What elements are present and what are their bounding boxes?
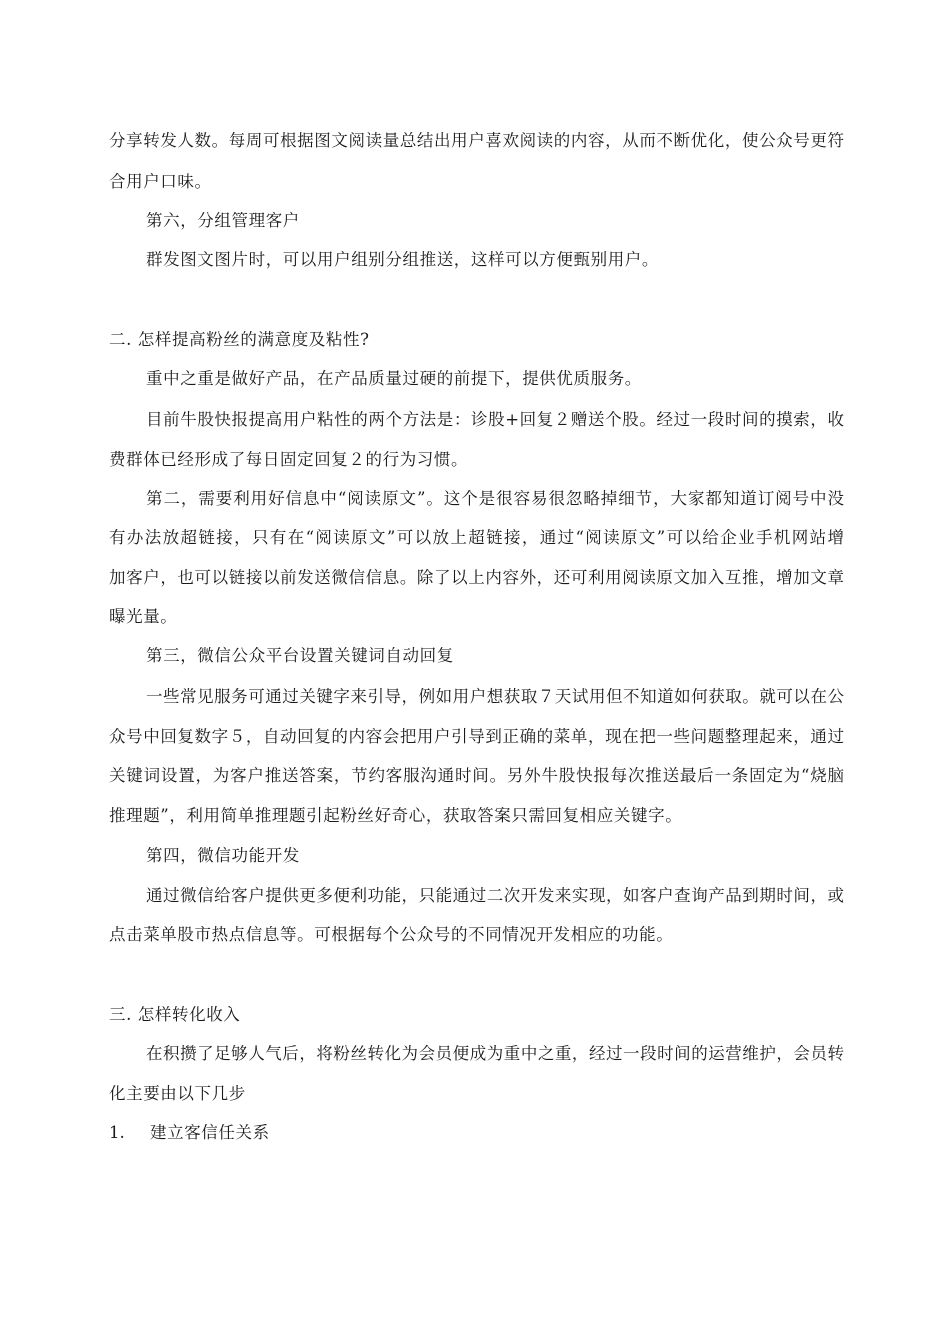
paragraph-line: 推理题”，利用简单推理题引起粉丝好奇心，获取答案只需回复相应关键字。 — [109, 806, 683, 825]
subheading: 第四，微信功能开发 — [146, 846, 300, 865]
paragraph-line: 点击菜单股市热点信息等。可根据每个公众号的不同情况开发相应的功能。 — [109, 925, 674, 944]
list-item-text: 建立客信任关系 — [150, 1123, 270, 1142]
paragraph-line: 分享转发人数。每周可根据图文阅读量总结出用户喜欢阅读的内容，从而不断优化，使公众号更符 — [109, 131, 844, 150]
paragraph-line: 合用户口味。 — [109, 172, 212, 191]
paragraph-line: 通过微信给客户提供更多便利功能，只能通过二次开发来实现，如客户查询产品到期时间，或 — [146, 886, 844, 905]
paragraph-line: 化主要由以下几步 — [109, 1084, 246, 1103]
section-heading-2: 二. 怎样提高粉丝的满意度及粘性? — [109, 330, 370, 349]
paragraph-line: 目前牛股快报提高用户粘性的两个方法是：诊股+回复２赠送个股。经过一段时间的摸索，收 — [146, 410, 844, 429]
paragraph-line: 第二，需要利用好信息中“阅读原文”。这个是很容易很忽略掉细节，大家都知道订阅号中没 — [146, 489, 844, 508]
paragraph-line: 费群体已经形成了每日固定回复２的行为习惯。 — [109, 450, 469, 469]
paragraph-line: 加客户，也可以链接以前发送微信信息。除了以上内容外，还可利用阅读原文加入互推，增加文章 — [109, 568, 844, 587]
subheading: 第六，分组管理客户 — [146, 211, 300, 230]
paragraph-line: 有办法放超链接，只有在“阅读原文”可以放上超链接，通过“阅读原文”可以给企业手机网站增 — [109, 528, 844, 547]
paragraph-line: 重中之重是做好产品，在产品质量过硬的前提下，提供优质服务。 — [146, 369, 642, 388]
paragraph-line: 曝光量。 — [109, 607, 178, 626]
subheading: 第三，微信公众平台设置关键词自动回复 — [146, 646, 454, 665]
paragraph-line: 群发图文图片时，可以用户组别分组推送，这样可以方便甄别用户。 — [146, 250, 659, 269]
paragraph-line: 众号中回复数字５，自动回复的内容会把用户引导到正确的菜单，现在把一些问题整理起来，通过 — [109, 727, 844, 746]
section-heading-3: 三. 怎样转化收入 — [109, 1005, 241, 1024]
list-number: 1. — [109, 1123, 125, 1142]
paragraph-line: 在积攒了足够人气后，将粉丝转化为会员便成为重中之重，经过一段时间的运营维护，会员转 — [146, 1044, 844, 1063]
paragraph-line: 关键词设置，为客户推送答案，节约客服沟通时间。另外牛股快报每次推送最后一条固定为“烧脑 — [109, 766, 844, 785]
paragraph-line: 一些常见服务可通过关键字来引导，例如用户想获取７天试用但不知道如何获取。就可以在公 — [146, 687, 844, 706]
